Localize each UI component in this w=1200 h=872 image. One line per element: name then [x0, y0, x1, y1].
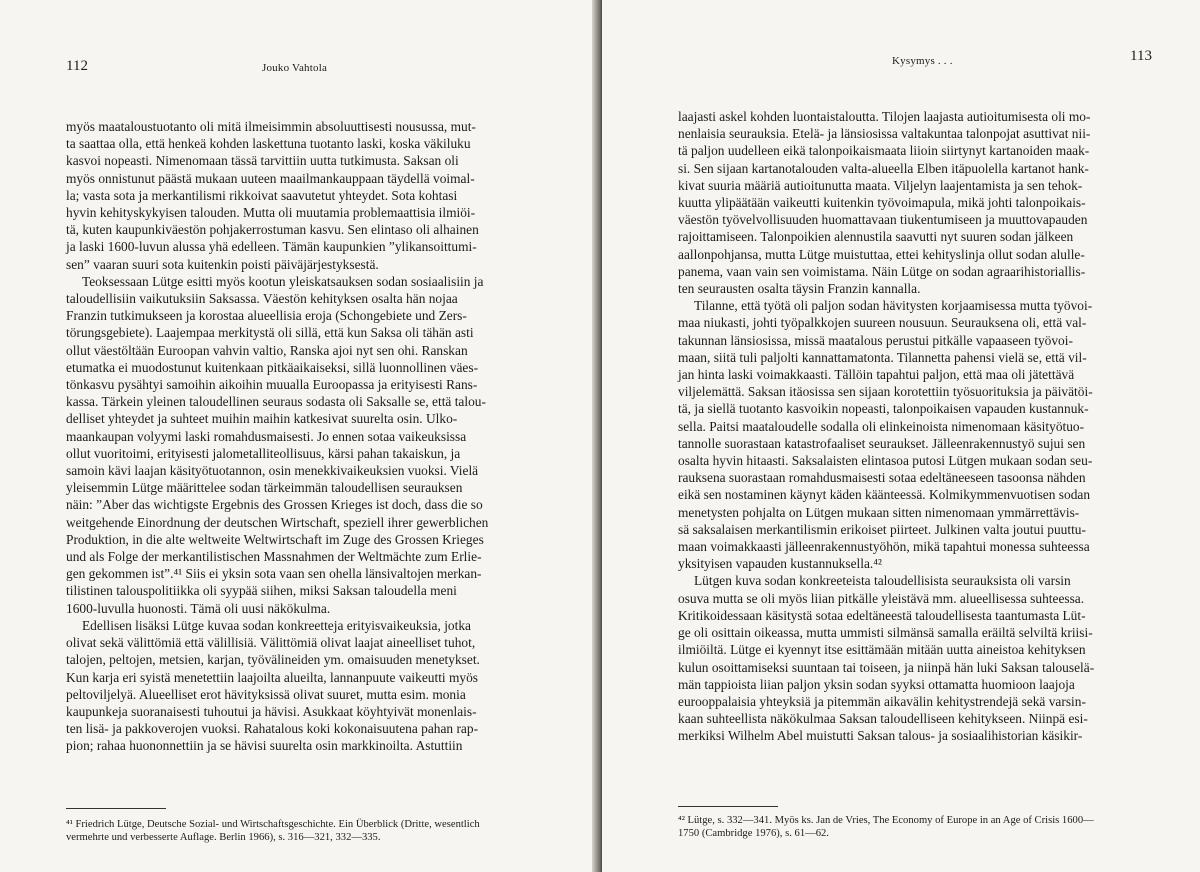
text-line: ilmiöiltä. Lütge ei kyennyt itse esittämään mitään uutta aineistoa kehityksen [678, 642, 1086, 658]
text-line: aallonpohjansa, mutta Lütge muistuttaa, ettei kehityslinja ollut sodan alulle- [678, 246, 1085, 262]
text-line: rauksena suorastaan romahdusmaisesti sotaa edeltäneeseen tasoonsa nähden [678, 470, 1086, 486]
text-line: olivat sekä välittömiä että välillisiä. Välittömiä olivat laajat aineelliset tuhot, [66, 635, 476, 651]
left-page [0, 0, 598, 872]
text-line: myös onnistunut päästä mukaan uuteen maailmankauppaan täydellä voimal- [66, 170, 475, 186]
footnote-rule [66, 808, 166, 809]
text-line: eurooppalaisia yhteyksiä ja pitemmän aikavälin kehitystrendejä sekä varsin- [678, 693, 1086, 709]
text-line: kasvoi nopeasti. Nimenomaan tässä tarvittiin uutta tutkimusta. Saksan oli [66, 153, 459, 169]
text-line: takunnan länsiosissa, missä maatalous perustui pitkälle vapaaseen työvoi- [678, 332, 1073, 348]
text-line: tönkasvu pysähtyi samoihin aikoihin muualla Euroopassa ja erityisesti Rans- [66, 377, 478, 393]
text-line: Tilanne, että työtä oli paljon sodan hävitysten korjaamisessa mutta työvoi- [694, 298, 1093, 314]
footnote-line: ⁴² Lütge, s. 332—341. Myös ks. Jan de Vries, The Economy of Europe in an Age of Crisis 1600— [678, 815, 1094, 826]
text-line: tilistinen talouspolitiikka oli syypää siihen, miksi Saksan taloudella meni [66, 583, 457, 599]
text-line: nenlaisia seurauksia. Etelä- ja länsiosissa valtakuntaa talonpojat asuttivat nii- [678, 126, 1091, 142]
text-line: hyvin kehityskykyisen talouden. Mutta oli muutamia problemaattisia ilmiöi- [66, 205, 476, 221]
page-number: 113 [1130, 48, 1152, 64]
text-line: viljelemättä. Saksan itäosissa sen sijaan korotettiin työsuorituksia ja päivätöi- [678, 384, 1093, 400]
text-line: merkiksi Wilhelm Abel muistutti Saksan talous- ja sosiaalihistorian käsikir- [678, 728, 1083, 744]
footnote [66, 818, 566, 844]
text-line: tä, kuten kaupunkiväestön pohjakerrostuman kasvu. Sen elintaso oli alhainen [66, 222, 479, 238]
text-line: osalta hyvin hitaasti. Saksalaisten elintasoa putosi Lütgen mukaan sodan seu- [678, 453, 1093, 469]
text-line: und als Folge der merkantilistischen Massnahmen der Weltmächte zum Erlie- [66, 549, 482, 565]
text-line: si. Sen sijaan kartanotalouden valta-alueella Elben itäpuolella kartanot hank- [678, 160, 1089, 176]
text-line: kassa. Tärkein yleinen taloudellinen seuraus sodasta oli Saksalle se, että talou- [66, 394, 486, 410]
text-line: kuutta ylipäätään vaikeutti kuitenkin työvoimapula, mikä johti talonpoikais- [678, 195, 1086, 211]
footnote-line: 1750 (Cambridge 1976), s. 61—62. [678, 828, 829, 839]
text-line: kivat suuria määriä autioitunutta maata. Viljelyn laajentamista ja sen tehok- [678, 177, 1083, 193]
text-line: Kritikoidessaan käsitystä sotaa edeltäneestä taloudellisesta taantumasta Lüt- [678, 607, 1086, 623]
footnote [678, 814, 1190, 840]
text-line: peltoviljelyä. Alueelliset erot hävityksissä olivat suuret, mutta esim. monia [66, 686, 466, 702]
text-line: ollut väestöltään Euroopan vahvin valtio, Ranska ajoi nyt sen ohi. Ranskan [66, 342, 468, 358]
text-line: törungsgebiete). Laajempaa merkitystä oli sillä, että kun Saksa oli tähän asti [66, 325, 474, 341]
text-line: ten lisä- ja pakkoverojen vuoksi. Rahatalous koki kokonaisuutena pahan rap- [66, 721, 479, 737]
text-line: myös maataloustuotanto oli mitä ilmeisimmin absoluuttisesti nousussa, mut- [66, 119, 476, 134]
text-line: tannolle suorastaan katastrofaaliset seuraukset. Jälleenrakennustyö sujui sen [678, 435, 1086, 451]
text-line: yleisemmin Lütge määrittelee sodan tärkeimmän taloudellisen seurauksen [66, 480, 463, 496]
footnote-rule [678, 806, 778, 807]
running-head: Jouko Vahtola [262, 62, 328, 74]
footnote-line: ⁴¹ Friedrich Lütge, Deutsche Sozial- und Wirtschaftsgeschichte. Ein Überblick (Dritte, wesentlich [66, 819, 480, 830]
text-line: ollut vuoritoimi, erityisesti jalometalliteollisuus, kärsi pahan takaiskun, ja [66, 445, 461, 461]
text-line: ten seurausten osalta täysin Franzin kannalla. [678, 281, 921, 297]
text-line: Franzin tutkimukseen ja korostaa alueellisia eroja (Schongebiete und Zers- [66, 308, 467, 324]
text-line: sä saksalaisen merkantilismin erikoiset piirteet. Julkinen valta joutui puuttu- [678, 521, 1086, 537]
text-line: ta saattaa olla, että henkeä kohden laskettuna tuotanto laski, koska väkiluku [66, 136, 471, 152]
text-line: ge oli osittain oikeassa, mutta ummisti silmänsä samalla eräiltä selviltä kriisi- [678, 625, 1093, 641]
body-text [66, 118, 548, 755]
text-line: väestön työvelvollisuuden huomattavaan tiukentumiseen ja muuttovapauden [678, 212, 1088, 228]
text-line: maankaupan volyymi laski romahdusmaisesti. Jo ennen sotaa vaikeuksissa [66, 428, 467, 444]
text-line: weitgehende Einordnung der deutschen Wirtschaft, speziell ihrer gewerblichen [66, 514, 489, 530]
text-line: Kun karja eri syistä menetettiin laajoilta alueilta, lannanpuute vaikeutti myös [66, 669, 479, 685]
text-line: taloudellisiin vaikutuksiin Saksassa. Väestön kehityksen osalta hän nojaa [66, 291, 458, 307]
text-line: menetysten pohjalta on Lütgen mukaan sitten nimenomaan ymmärrettävis- [678, 504, 1080, 520]
text-line: rajoittamiseen. Talonpoikien alennustila saavutti nyt suuren sodan jälkeen [678, 229, 1074, 245]
body-text [678, 108, 1188, 745]
text-line: gen gekommen ist”.⁴¹ Siis ei yksin sota vaan sen ohella länsivaltojen merkan- [66, 566, 482, 582]
text-line: sen” vaaran suuri sota kuitenkin poisti päiväjärjestyksestä. [66, 256, 379, 272]
text-line: Edellisen lisäksi Lütge kuvaa sodan konkreetteja erityisvaikeuksia, jotka [82, 617, 471, 633]
text-line: tä paljon uudelleen eikä talonpoikaismaata liioin siirtynyt kartanoiden maak- [678, 143, 1090, 159]
text-line: talojen, peltojen, metsien, karjan, työvälineiden ym. omaisuuden menetykset. [66, 652, 480, 668]
footnote-line: vermehrte und verbesserte Auflage. Berlin 1966), s. 316—321, 332—335. [66, 832, 381, 843]
text-line: eikä sen nostaminen käynyt käden käänteessä. Kolmikymmenvuotisen sodan [678, 487, 1091, 503]
text-line: kaan suhteellista näkökulmaa Saksan taloudelliseen kehitykseen. Niinpä esi- [678, 711, 1088, 727]
text-line: män tappioista liian paljon yksin sodan syyksi ottamatta huomioon laajoja [678, 676, 1075, 692]
text-line: samoin kävi laajan käsityötuotannon, osin menekkivaikeuksien vuoksi. Vielä [66, 463, 479, 479]
text-line: maan, siitä tuli paljolti kannattamatonta. Tilannetta pahensi vielä se, että vil- [678, 349, 1087, 365]
text-line: näin: ”Aber das wichtigste Ergebnis des Grossen Krieges ist doch, dass die so [66, 497, 483, 513]
text-line: la; vasta sota ja merkantilismi rikkoivat saavutetut yhteydet. Sota kohtasi [66, 187, 458, 203]
text-line: etumatka ei muodostunut kuitenkaan pitkäaikaiseksi, sillä luonnollinen väes- [66, 359, 479, 375]
text-line: maan voimakkaasti jälleenrakennustyöhön, mikä tapahtui monessa suhteessa [678, 539, 1090, 555]
text-line: Produktion, in die alte weltweite Weltwirtschaft im Zuge des Grossen Krieges [66, 531, 484, 547]
text-line: panema, vaan vain sen voimistama. Näin Lütge on sodan agraarihistoriallis- [678, 263, 1086, 279]
text-line: Teoksessaan Lütge esitti myös kootun yleiskatsauksen sodan sosiaalisiin ja [82, 273, 484, 289]
text-line: laajasti askel kohden luontaistaloutta. Tilojen laajasta autioitumisesta oli mo- [678, 109, 1091, 124]
text-line: jan hinta laski voimakkaasti. Tällöin tapahtui paljon, että maa oli jätettävä [678, 367, 1075, 383]
text-line: maa niukasti, johti työpalkkojen suureen nousuun. Seurauksena oli, että val- [678, 315, 1087, 331]
text-line: delliset yhteydet ja suhteet muihin maihin katkesivat suurelta osin. Ulko- [66, 411, 458, 427]
page-number: 112 [66, 58, 88, 74]
text-line: osuva mutta se oli myös liian pitkälle yleistävä mm. alueellisessa suhteessa. [678, 590, 1085, 606]
text-line: tä, ja siellä tuotanto kasvoikin nopeasti, talonpoikaisen vapauden kustannuk- [678, 401, 1089, 417]
text-line: ja laski 1600-luvun alussa yhä edelleen. Tämän kaupunkien ”ylikansoittumi- [66, 239, 477, 255]
text-line: 1600-luvulla huonosti. Tämä oli uusi näkökulma. [66, 600, 331, 616]
text-line: sella. Paitsi maataloudelle sodalla oli elinkeinoista nimenomaan käsityötuo- [678, 418, 1085, 434]
text-line: pion; rahaa huononnettiin ja se hävisi suurelta osin markkinoilta. Astuttiin [66, 738, 463, 754]
running-head: Kysymys . . . [892, 55, 953, 67]
text-line: Lütgen kuva sodan konkreeteista taloudellisista seurauksista oli varsin [694, 573, 1071, 589]
text-line: yksityisen vapauden kustannuksella.⁴² [678, 556, 882, 572]
right-page [602, 0, 1200, 872]
text-line: kaupunkeja suoranaisesti tuhoutui ja hävisi. Asukkaat köyhtyivät monenlais- [66, 703, 477, 719]
text-line: kulun osoittamiseksi suuntaan tai toiseen, ja niinpä hän luki Saksan talouselä- [678, 659, 1095, 675]
